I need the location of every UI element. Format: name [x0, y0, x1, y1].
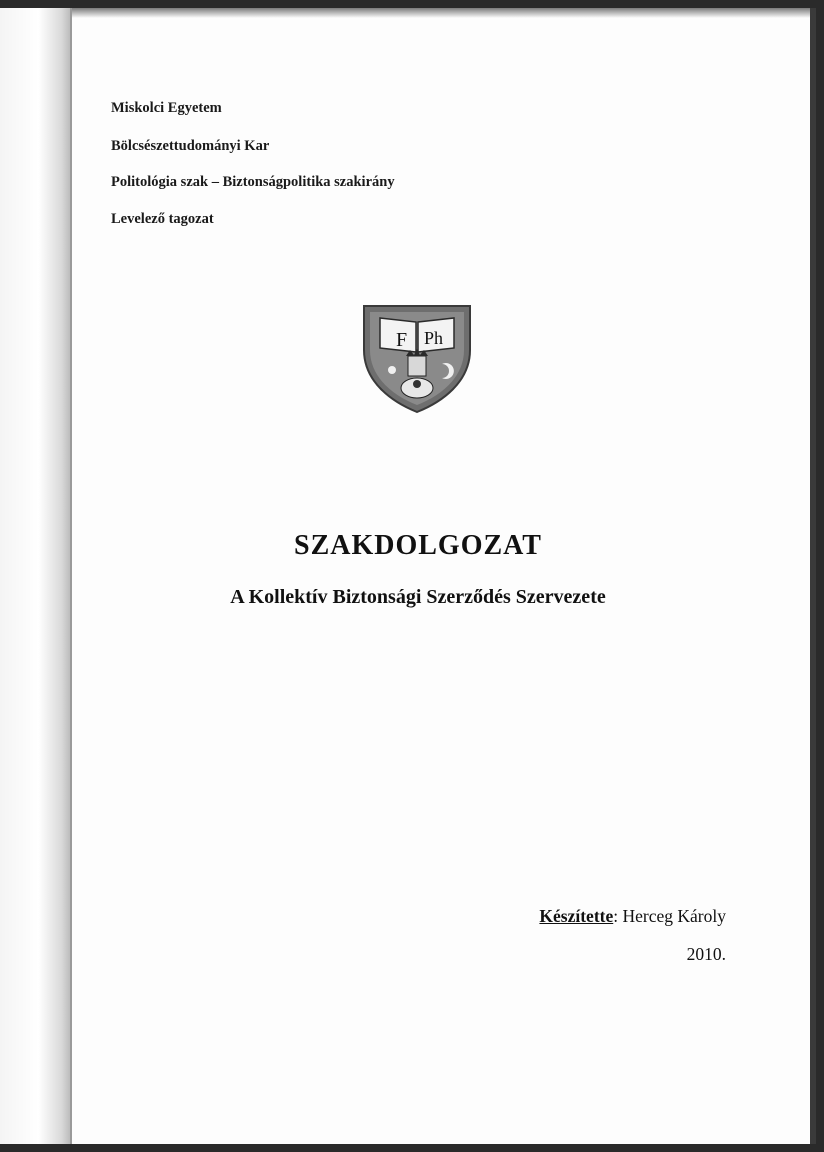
author-separator: : [613, 906, 619, 926]
author-name: Herceg Károly [622, 906, 726, 926]
university-coat-of-arms-icon [362, 304, 472, 414]
top-shadow [0, 8, 816, 18]
binding-line [70, 8, 72, 1144]
emblem-book-left-text: F [396, 329, 408, 351]
year: 2010. [686, 944, 726, 964]
emblem-book-right-text: Ph [424, 328, 444, 348]
page-right-edge [810, 8, 816, 1144]
program-name: Politológia szak – Biztonságpolitika szakirány [111, 174, 395, 190]
faculty-name: Bölcsészettudományi Kar [111, 138, 270, 154]
study-mode: Levelező tagozat [111, 211, 214, 227]
document-page [0, 8, 816, 1144]
thesis-title: A Kollektív Biztonsági Szerződés Szervezete [230, 586, 606, 608]
author-line [539, 906, 726, 927]
author-label: Készítette [539, 906, 614, 926]
document-type-title: SZAKDOLGOZAT [294, 530, 542, 561]
university-name: Miskolci Egyetem [111, 100, 222, 116]
binding-spine [0, 8, 70, 1144]
